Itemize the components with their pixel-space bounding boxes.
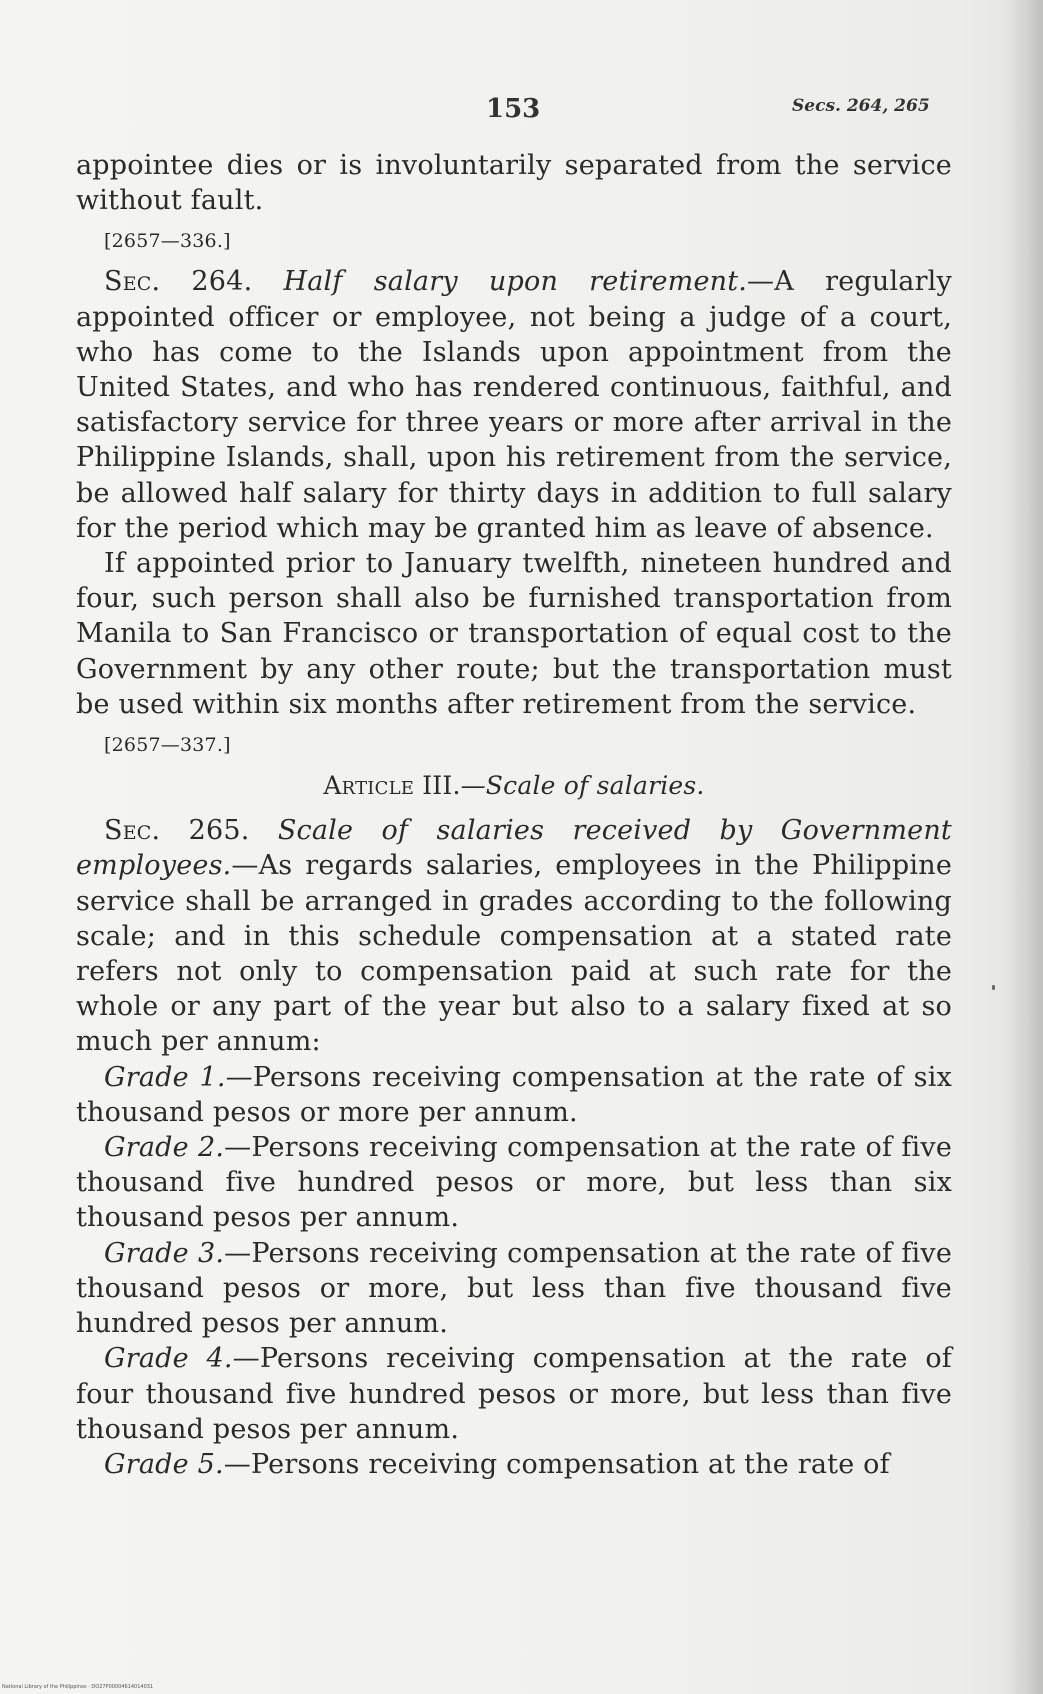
section-265 [76, 813, 952, 1059]
scan-speck [992, 985, 995, 990]
grade-4-label: Grade 4. [104, 1343, 233, 1375]
grade-3-text: —Persons receiving compensation at the rate of five thousand pesos or more, but less than five thousand five hundred pesos per annum. [76, 1237, 952, 1340]
section-264 [76, 264, 952, 546]
page-header [0, 88, 1043, 128]
grade-2-text: —Persons receiving compensation at the rate of five thousand five hundred pesos or more, but less than six thousand pesos per annum. [76, 1132, 952, 1234]
page-spine-shadow [1003, 0, 1043, 1694]
section-264-label: Sec. 264. [104, 266, 253, 298]
grade-2-label: Grade 2. [104, 1132, 225, 1164]
page-number: 153 [486, 94, 541, 124]
citation-337: [2657—337.] [104, 734, 231, 757]
grade-3 [76, 1236, 952, 1342]
citation-336: [2657—336.] [104, 230, 231, 253]
article-heading [76, 768, 952, 803]
grade-5-label: Grade 5. [104, 1448, 224, 1480]
section-265-title: Scale of salaries received by Government employees. [76, 815, 952, 882]
transportation-paragraph: If appointed prior to January twelfth, nineteen hundred and four, such person shall also be furnished transportation from Manila to San Francisco or transportation of equal cost to the Government by any other route; but the transportation must be used within six months after retirement from the service. [76, 548, 952, 720]
section-265-body: —As regards salaries, employees in the Philippine service shall be arranged in grades according to the following scale; and in this schedule compensation at a stated rate refers not only to compensation paid at such rate for the whole or any part of the year but also to a salary fixed at so much per annum: [76, 850, 952, 1058]
grade-4 [76, 1341, 952, 1447]
grade-3-label: Grade 3. [104, 1237, 225, 1269]
section-264-body: —A regularly appointed officer or employee, not being a judge of a court, who has come to the Islands upon appointment from the United States, and who has rendered continuous, faithful, and satisfactory service for three years or more after arrival in the Philippine Islands, shall, upon his retirement from the service, be allowed half salary for thirty days in addition to full salary for the period which may be granted him as leave of absence. [76, 266, 952, 544]
grade-1-label: Grade 1. [104, 1061, 226, 1093]
grade-5-text: —Persons receiving compensation at the rate of [223, 1448, 890, 1480]
article-title: —Scale of salaries. [460, 771, 705, 801]
continued-paragraph: appointee dies or is involuntarily separated from the service without fault. [76, 150, 952, 217]
section-265-label: Sec. 265. [104, 815, 250, 847]
page-body [76, 148, 952, 1482]
grade-4-text: —Persons receiving compensation at the rate of four thousand five hundred pesos or more, but less than five thousand pesos per annum. [76, 1343, 952, 1445]
section-264-title: Half salary upon retirement. [283, 266, 748, 298]
grade-1 [76, 1060, 952, 1130]
grade-5 [76, 1447, 952, 1482]
running-head: Secs. 264, 265 [792, 96, 930, 116]
grade-2 [76, 1130, 952, 1236]
grade-1-text: —Persons receiving compensation at the rate of six thousand pesos or more per annum. [76, 1061, 952, 1128]
library-stamp: National Library of the Philippines · DO27P00004614014031 [2, 1684, 154, 1690]
article-label: Article III. [323, 771, 461, 801]
